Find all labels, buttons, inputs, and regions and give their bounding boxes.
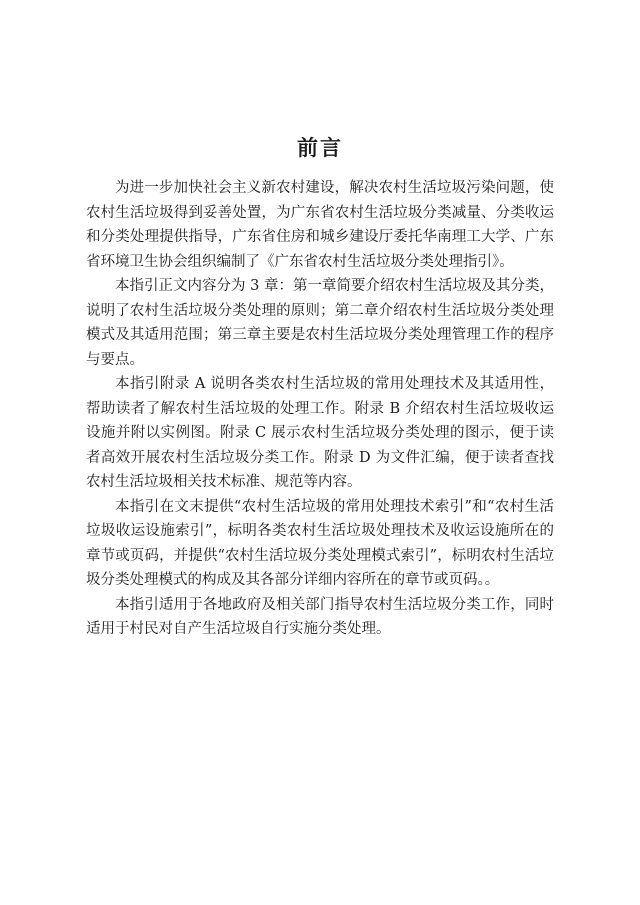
paragraph-3: 本指引附录 A 说明各类农村生活垃圾的常用处理技术及其适用性，帮助读者了解农村生活垃圾的处理工作。附录 B 介绍农村生活垃圾收运设施并附以实例图。附录 C 展示农村生活垃圾分类处理的图示，便于读者高效开展农村生活垃圾分类工作。附录 D 为文件汇编，便于读者查找农村生活垃圾相关技术标准、规范等内容。 bbox=[86, 376, 554, 490]
paragraph-1: 为进一步加快社会主义新农村建设，解决农村生活垃圾污染问题，使农村生活垃圾得到妥善处置，为广东省农村生活垃圾分类减量、分类收运和分类处理提供指导，广东省住房和城乡建设厅委托华南理工大学、广东省环境卫生协会组织编制了《广东省农村生活垃圾分类处理指引》。 bbox=[86, 180, 554, 270]
page-title: 前言 bbox=[297, 136, 343, 160]
document-body bbox=[86, 176, 554, 642]
paragraph-2: 本指引正文内容分为 3 章：第一章简要介绍农村生活垃圾及其分类，说明了农村生活垃圾分类处理的原则；第二章介绍农村生活垃圾分类处理模式及其适用范围；第三章主要是农村生活垃圾分类处理管理工作的程序与要点。 bbox=[86, 278, 554, 368]
paragraph-5: 本指引适用于各地政府及相关部门指导农村生活垃圾分类工作，同时适用于村民对自产生活垃圾自行实施分类处理。 bbox=[86, 596, 554, 637]
paragraph-4: 本指引在文末提供“农村生活垃圾的常用处理技术索引”和“农村生活垃圾收运设施索引”，标明各类农村生活垃圾处理技术及收运设施所在的章节或页码，并提供“农村生活垃圾分类处理模式索引”，标明农村生活垃圾分类处理模式的构成及其各部分详细内容所在的章节或页码。。 bbox=[86, 498, 554, 588]
